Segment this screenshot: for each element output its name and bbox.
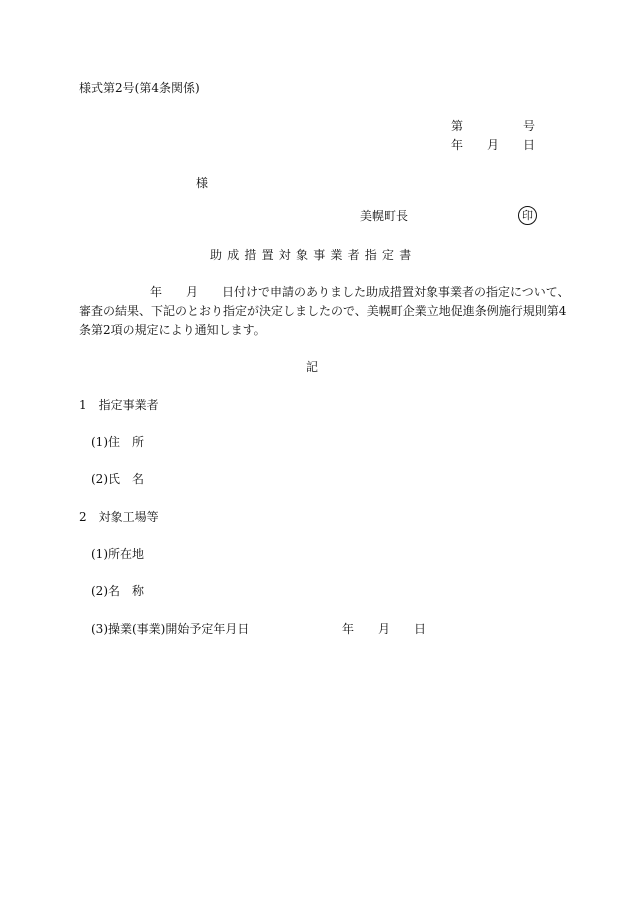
ki-heading: 記 — [306, 360, 319, 374]
seal-mark: 印 — [518, 206, 537, 225]
ref-number-dai: 第 — [451, 119, 464, 133]
body-line1-rest: 日付けで申請のありました助成措置対象事業者の指定について、 — [222, 285, 570, 299]
section1-item-name: (2)氏 名 — [91, 472, 144, 486]
issuer: 美幌町長 — [360, 209, 409, 223]
date-month: 月 — [487, 138, 500, 152]
section2-item-start-date: (3)操業(事業)開始予定年月日 — [91, 622, 250, 636]
start-date-day: 日 — [414, 622, 427, 636]
body-line1-month: 月 — [186, 285, 199, 299]
date-day: 日 — [523, 138, 536, 152]
section1-item-address: (1)住 所 — [91, 435, 144, 449]
body-line1-year: 年 — [150, 285, 163, 299]
section2-item-location: (1)所在地 — [91, 547, 144, 561]
section2-item-title: (2)名 称 — [91, 584, 144, 598]
start-date-year: 年 — [342, 622, 355, 636]
section1-heading: 1 指定事業者 — [79, 398, 159, 412]
body-line3: 条第2項の規定により通知します。 — [79, 323, 266, 337]
body-line2: 審査の結果、下記のとおり指定が決定しましたので、美幌町企業立地促進条例施行規則第4 — [79, 304, 567, 318]
addressee-honorific: 様 — [196, 176, 209, 190]
date-year: 年 — [451, 138, 464, 152]
document-title: 助成措置対象事業者指定書 — [210, 248, 417, 262]
ref-number-go: 号 — [523, 119, 536, 133]
start-date-month: 月 — [378, 622, 391, 636]
section2-heading: 2 対象工場等 — [79, 510, 159, 524]
form-label: 様式第2号(第4条関係) — [79, 81, 200, 95]
